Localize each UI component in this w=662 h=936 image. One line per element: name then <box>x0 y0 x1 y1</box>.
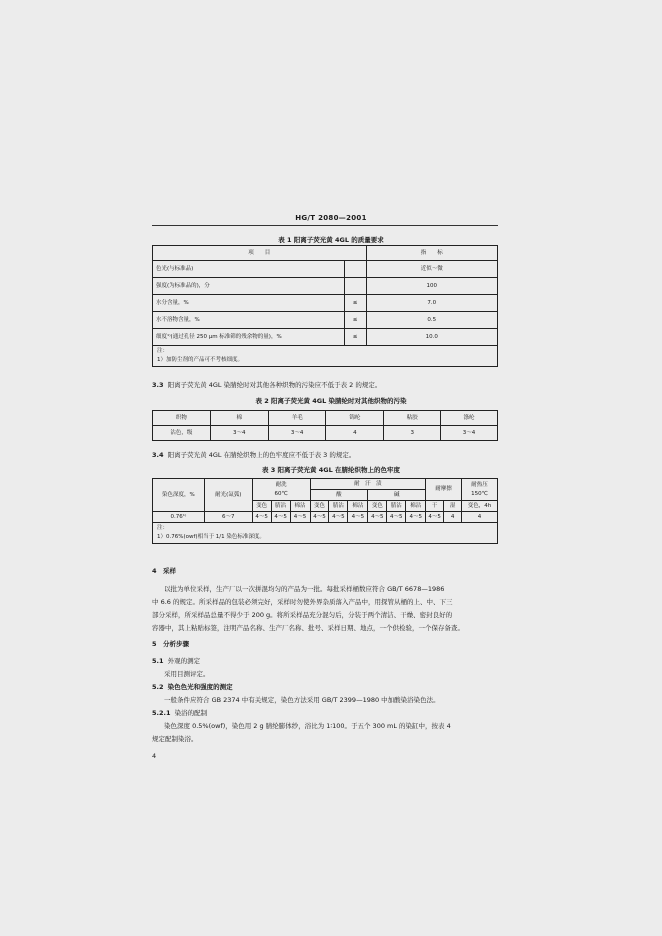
table2-header: 织物 <box>153 411 211 426</box>
table3-header-alkali: 碱 <box>368 490 426 501</box>
section-5-2-1-num: 5.2.1 <box>152 709 171 717</box>
table1-sym: ≤ <box>344 329 366 346</box>
table3-cell: 4～5 <box>387 512 406 523</box>
section-5-2-heading <box>152 682 233 691</box>
table3-header-rub: 耐摩擦 <box>426 479 462 501</box>
table2-caption: 表 2 阳离子荧光黄 4GL 染腈纶时对其他织物的污染 <box>255 397 407 405</box>
section-5-2-1-heading <box>152 708 207 717</box>
table1-item: 强度(为标准品的)，分 <box>153 278 345 295</box>
table3-cell: 4～5 <box>310 512 329 523</box>
section-5-1-num: 5.1 <box>152 657 164 665</box>
table3-cell: 4～5 <box>329 512 348 523</box>
table2-cell: 3～4 <box>268 426 326 441</box>
table1-value: 0.5 <box>366 312 497 329</box>
table1-header-index: 指 标 <box>366 246 497 261</box>
section-4-line: 容器中，其上粘贴标签，注明产品名称、生产厂名称、批号、采样日期、地点，一个供检验，一个保存备查。 <box>152 624 464 632</box>
table1-value: 近似～微 <box>366 261 497 278</box>
table1-item: 色光(与标准品) <box>153 261 345 278</box>
table3-note <box>153 523 498 544</box>
table1-value: 100 <box>366 278 497 295</box>
table3-sub-dry: 干 <box>426 501 444 512</box>
section-4-line: 中 6.6 的规定。所采样品的包装必须完好，采样时勿使外界杂质落入产品中，用探管从桶的上、中、下三 <box>152 598 453 606</box>
table3-sub-cotton: 棉沾 <box>290 501 310 512</box>
section-5-1-text: 采用目测评定。 <box>164 670 210 678</box>
table1-item: 细度¹⁾(通过孔径 250 μm 标准筛的残余物的量)，% <box>153 329 345 346</box>
table3-cell: 4～5 <box>271 512 290 523</box>
table1-item: 水分含量，% <box>153 295 345 312</box>
table3-header-acid: 酸 <box>310 490 368 501</box>
table3-cell: 4～5 <box>290 512 310 523</box>
table3-depth: 0.76¹⁾ <box>153 512 205 523</box>
section-5-1-title: 外观的测定 <box>167 657 201 665</box>
page-number: 4 <box>152 752 157 760</box>
table2-cell: 4 <box>326 426 384 441</box>
section-5-2-num: 5.2 <box>152 683 164 691</box>
table3-sub-wool: 腈沾 <box>387 501 406 512</box>
table3-cell: 4～5 <box>426 512 444 523</box>
table3-sub-wool: 腈沾 <box>329 501 348 512</box>
para-3-3 <box>152 380 381 389</box>
table1-note-text: 1）加防尘剂的产品可不考核细度。 <box>157 357 244 363</box>
table3-sub-cotton: 棉沾 <box>348 501 368 512</box>
table1-header-item: 项 目 <box>153 246 367 261</box>
table3-cell: 4～5 <box>368 512 387 523</box>
table3-sub-change: 变色 <box>252 501 271 512</box>
table3-header-wash-label: 耐洗 <box>275 481 287 488</box>
table1-caption: 表 1 阳离子荧光黄 4GL 的质量要求 <box>278 236 384 244</box>
section-4-title: 4 采样 <box>152 567 177 575</box>
para-3-4-text: 阳离子荧光黄 4GL 在腈纶织物上的色牢度应不低于表 3 的规定。 <box>167 451 356 459</box>
table3-header-depth: 染色深度，% <box>153 479 205 512</box>
table2-row-label: 沾色，级 <box>153 426 211 441</box>
quality-requirements-table <box>152 245 498 367</box>
table3-header-wash-temp: 60℃ <box>274 490 288 497</box>
table2-header: 棉 <box>210 411 268 426</box>
table3-sub-heat: 变色，4h <box>462 501 498 512</box>
table3-note-text: 1）0.76%(owf)相当于 1/1 染色标准深度。 <box>157 534 265 540</box>
table1-note <box>153 346 498 367</box>
table3-sub-wet: 湿 <box>444 501 462 512</box>
table2-header: 锦纶 <box>326 411 384 426</box>
color-fastness-table <box>152 478 498 544</box>
table2-header: 羊毛 <box>268 411 326 426</box>
standard-number: HG/T 2080—2001 <box>295 214 367 222</box>
table3-header-wash <box>252 479 310 501</box>
section-5-2-1-title: 染浴的配制 <box>174 709 208 717</box>
table3-sub-cotton: 棉沾 <box>406 501 426 512</box>
table1-sym <box>344 261 366 278</box>
section-5-2-1-line: 染色深度 0.5%(owf)，染色用 2 g 腈纶膨体纱，浴比为 1∶100。于五个 300 mL 的染缸中，按表 4 <box>164 722 451 730</box>
table1-sym: ≤ <box>344 312 366 329</box>
section-5-2-text: 一般条件应符合 GB 2374 中有关规定，染色方法采用 GB/T 2399—1980 中加酸染浴染色法。 <box>164 696 440 704</box>
table3-note-title: 注： <box>157 525 169 531</box>
table2-cell: 3～4 <box>210 426 268 441</box>
table2-cell: 3 <box>384 426 441 441</box>
staining-table <box>152 410 498 441</box>
table3-light: 6～7 <box>204 512 252 523</box>
table3-sub-change: 变色 <box>310 501 329 512</box>
table1-value: 10.0 <box>366 329 497 346</box>
section-5-title: 5 分析步骤 <box>152 640 190 648</box>
table2-header: 粘胶 <box>384 411 441 426</box>
section-4-line: 以批为单位采样，生产厂以一次拼混均匀的产品为一批。每批采样桶数应符合 GB/T 6678—1986 <box>164 585 445 593</box>
table2-cell: 3～4 <box>441 426 498 441</box>
table1-value: 7.0 <box>366 295 497 312</box>
table1-item: 水不溶物含量，% <box>153 312 345 329</box>
table3-cell: 4 <box>462 512 498 523</box>
para-3-4-num: 3.4 <box>152 451 164 459</box>
section-5-2-title: 染色色光和强度的测定 <box>167 683 233 691</box>
table2-header: 涤纶 <box>441 411 498 426</box>
para-3-3-num: 3.3 <box>152 381 164 389</box>
table3-cell: 4～5 <box>252 512 271 523</box>
table3-sub-change: 变色 <box>368 501 387 512</box>
section-4-line: 部分采样，所采样品总量不得少于 200 g。将所采样品充分混匀后，分装于两个清洁、干燥、密封良好的 <box>152 611 453 619</box>
table3-caption: 表 3 阳离子荧光黄 4GL 在腈纶织物上的色牢度 <box>261 466 401 474</box>
table3-cell: 4 <box>444 512 462 523</box>
section-5-2-1-line: 规定配制染浴。 <box>152 735 198 743</box>
section-5-1-heading <box>152 656 200 665</box>
para-3-4 <box>152 450 355 459</box>
para-3-3-text: 阳离子荧光黄 4GL 染腈纶时对其他各种织物的污染应不低于表 2 的规定。 <box>167 381 382 389</box>
header-rule <box>152 225 498 226</box>
table3-header-heat <box>462 479 498 501</box>
table3-header-heat-label: 耐热压 <box>471 481 488 488</box>
table3-header-heat-temp: 150℃ <box>471 490 488 497</box>
table1-sym <box>344 278 366 295</box>
table1-note-title: 注： <box>157 348 169 354</box>
table3-header-perspiration: 耐 汗 渍 <box>310 479 426 490</box>
table1-sym: ≤ <box>344 295 366 312</box>
table3-cell: 4～5 <box>406 512 426 523</box>
table3-cell: 4～5 <box>348 512 368 523</box>
table3-sub-wool: 腈沾 <box>271 501 290 512</box>
table3-header-light: 耐光(氙弧) <box>204 479 252 512</box>
